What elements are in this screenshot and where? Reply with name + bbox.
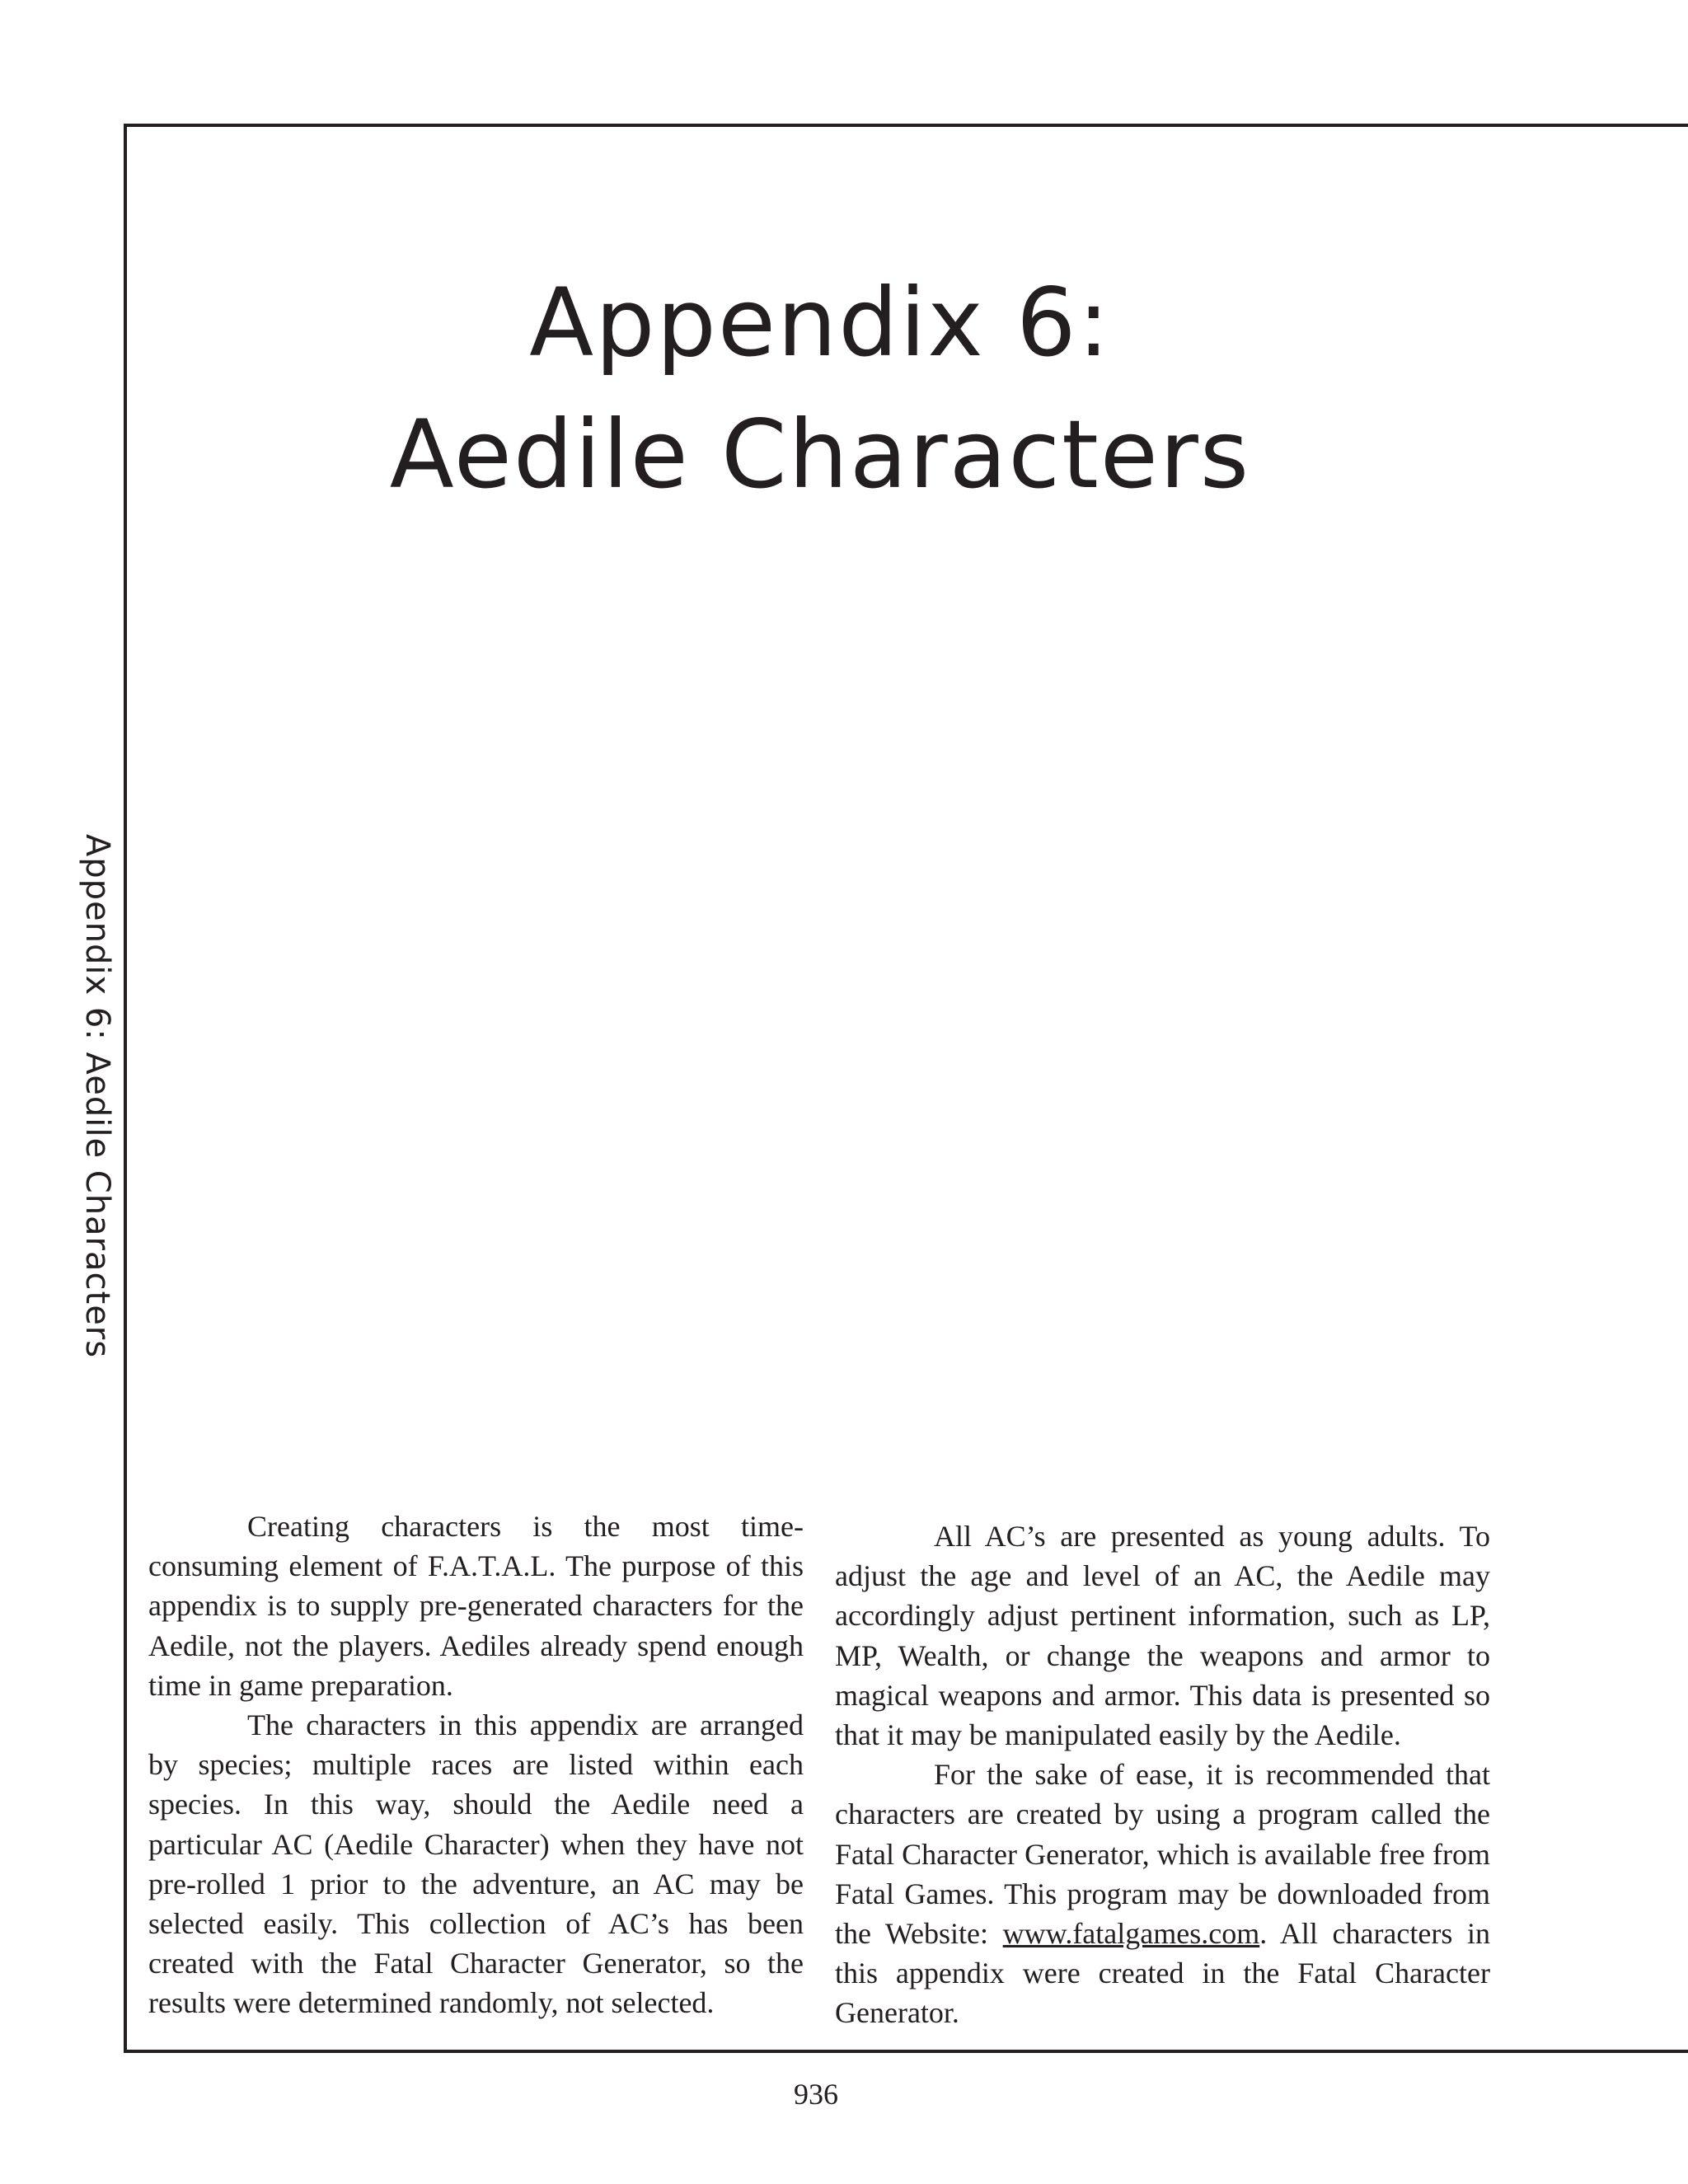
title-line-1: Appendix 6: — [529, 268, 1111, 377]
page-title — [390, 257, 1250, 521]
left-paragraph-2: The characters in this appendix are arranged by species; multiple races are listed within each species. In this way, should the Aedile need a particular AC (Aedile Character) when they have not pre-rolled 1 prior to the adventure, an AC may be selected easily. This collection of AC’s has been created with the Fatal Character Generator, so the results were determined randomly, not selected. — [148, 1708, 804, 2020]
page-number: 936 — [794, 2078, 838, 2111]
side-running-title: Appendix 6: Aedile Characters — [78, 833, 116, 1359]
right-column — [835, 1516, 1490, 2033]
left-paragraph-1: Creating characters is the most time-consuming element of F.A.T.A.L. The purpose of this appendix is to supply pre-generated characters for the Aedile, not the players. Aediles already spend enough time in game preparation. — [148, 1510, 804, 1702]
right-paragraph-2 — [835, 1755, 1490, 2032]
title-line-2: Aedile Characters — [389, 400, 1251, 509]
right-paragraph-1: All AC’s are presented as young adults. To adjust the age and level of an AC, the Aedile may accordingly adjust pertinent information, such as LP, MP, Wealth, or change the weapons and armor to magical weapons and armor. This data is presented so that it may be manipulated easily by the Aedile. — [835, 1520, 1490, 1752]
right-paragraph-2-text-b: . All characters in this appendix were created in the Fatal Character Generator. — [835, 1917, 1490, 2030]
right-paragraph-2-text-a: For the sake of ease, it is recommended that characters are created by using a program called the Fatal Character Generator, which is available free from Fatal Games. This program may be downloaded from the Website: — [835, 1758, 1490, 1951]
website-link[interactable]: www.fatalgames.com — [1002, 1917, 1260, 1951]
left-column — [148, 1507, 804, 2023]
